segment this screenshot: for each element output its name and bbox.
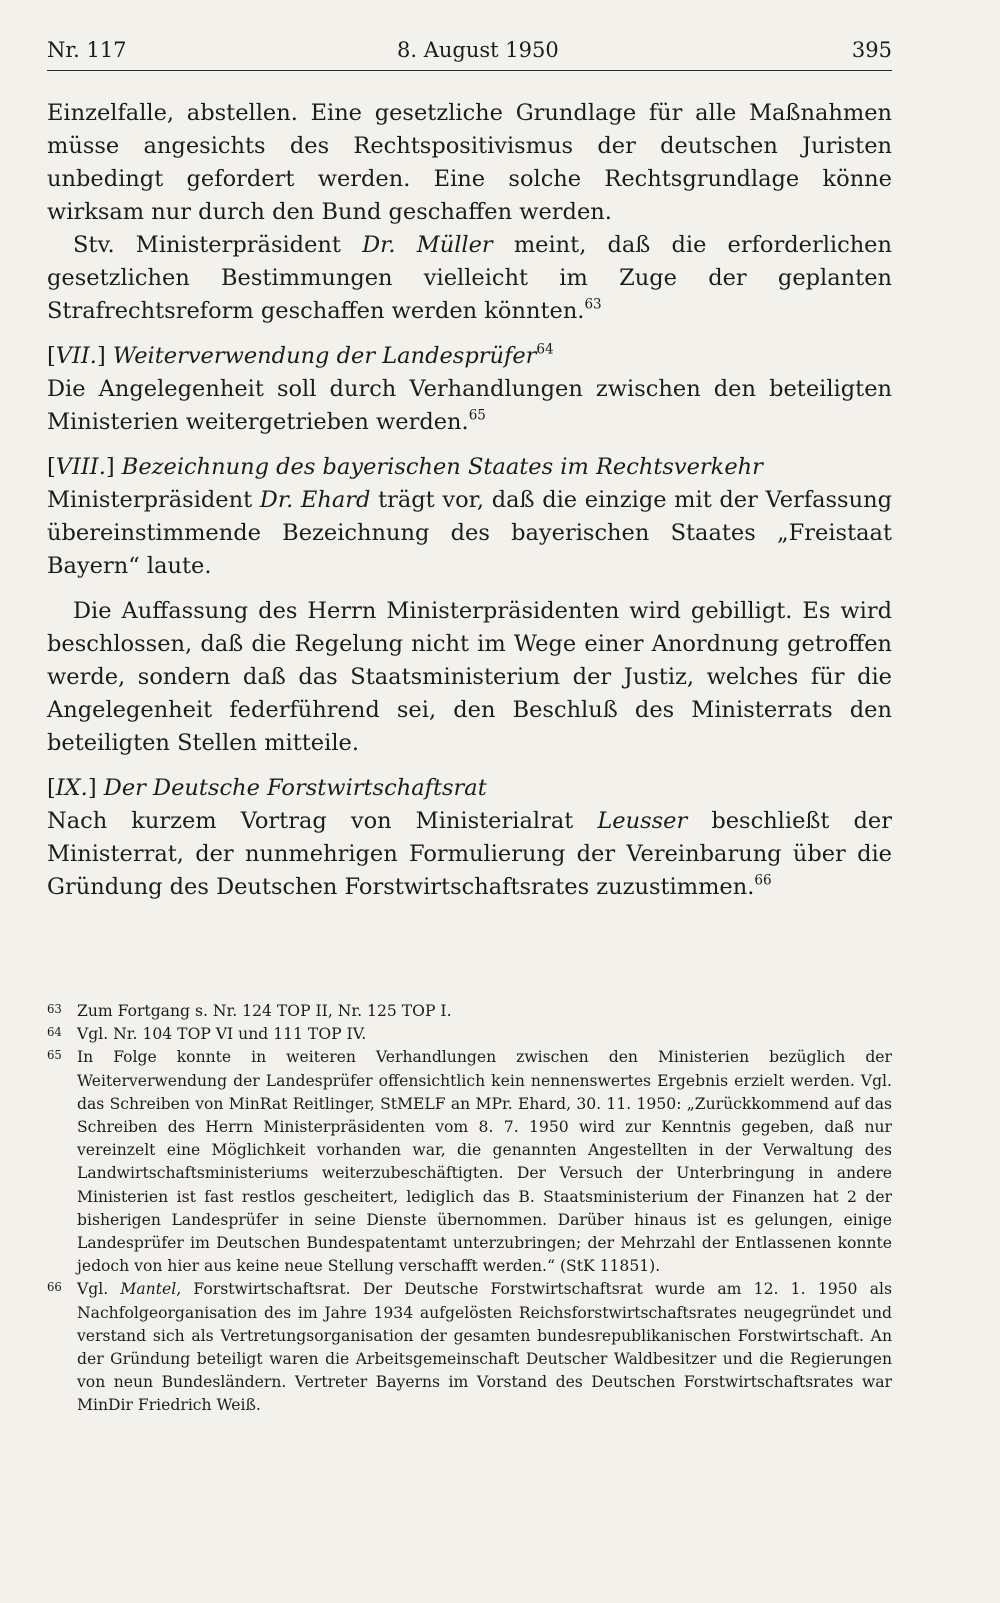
footnote-text: Vgl. Nr. 104 TOP VI und 111 TOP IV. xyxy=(77,1025,367,1044)
paragraph: Einzelfalle, abstellen. Eine gesetzliche Grundlage für alle Maßnahmen müsse angesichts des Rechtspositivismus der deutschen Juristen unbedingt gefordert werden. Eine solche Rechtsgrundlage könne wirksam nur durch den Bund geschaffen werden. xyxy=(47,100,892,225)
footnote-number: 65 xyxy=(47,1048,62,1063)
person-name: Dr. Müller xyxy=(362,232,493,258)
footnote-text: In Folge konnte in weiteren Verhandlungen zwischen den Ministerien bezüglich der Weiterverwendung der Landesprüfer offensichtlich kein nennenswertes Ergebnis erzielt werden. Vgl. das Schreiben von MinRat Reitlinger, StMELF an MPr. Ehard, 30. 11. 1950: „Zurückkommend auf das Schreiben des Herrn Ministerpräsidenten vom 8. 7. 1950 wird zur Kenntnis gegeben, daß nur vereinzelt eine Möglichkeit vorhanden war, die genannten Angestellten in der Verwaltung des Landwirtschaftsministeriums weiterzubeschäftigten. Der Versuch der Unterbringung in andere Ministerien ist fast restlos gescheitert, lediglich das B. Staatsministerium der Finanzen hat 2 der bisherigen Landesprüfer in seine Dienste übernommen. Darüber hinaus ist es gelungen, einige Landesprüfer im Deutschen Bundespatentamt unterzubringen; der Mehrzahl der Entlassenen konnte jedoch von hier aus keine neue Stellung verschafft werden.“ (StK 11851). xyxy=(77,1048,892,1276)
paragraph: Ministerpräsident Dr. Ehard trägt vor, daß die einzige mit der Verfassung übereinstimmende Bezeichnung des bayerischen Staates „Freistaat Bayern“ laute. xyxy=(47,487,892,579)
section-heading-vii: [VII.] Weiterverwendung der Landesprüfer$^{64}$ xyxy=(47,341,554,369)
document-date: 8. August 1950 xyxy=(397,38,559,62)
paragraph: Nach kurzem Vortrag von Ministerialrat Leusser beschließt der Ministerrat, der nunmehrigen Formulierung der Vereinbarung über die Gründung des Deutschen Forstwirtschaftsrates zuzustimmen.$^{66}$ xyxy=(47,808,892,900)
footnote xyxy=(47,1023,892,1046)
footnote-ref: 64 xyxy=(536,341,554,358)
main-text xyxy=(47,97,892,904)
paragraph: Stv. Ministerpräsident Dr. Müller meint, daß die erforderlichen gesetzlichen Bestimmungen vielleicht im Zuge der geplanten Strafrechtsreform geschaffen werden könnten.$^{63}$ xyxy=(47,232,892,324)
footnote xyxy=(47,1000,892,1023)
document-number: Nr. 117 xyxy=(47,38,127,62)
person-name: Dr. Ehard xyxy=(259,487,371,513)
footnote-ref: 63 xyxy=(584,296,602,313)
author-name: Mantel xyxy=(120,1280,177,1299)
paragraph: Die Auffassung des Herrn Ministerpräsidenten wird gebilligt. Es wird beschlossen, daß die Regelung nicht im Wege einer Anordnung getroffen werde, sondern daß das Staatsministerium der Justiz, welches für die Angelegenheit federführend sei, den Beschluß des Ministerrats den beteiligten Stellen mitteile. xyxy=(47,598,892,756)
section-heading-ix: [IX.] Der Deutsche Forstwirtschaftsrat xyxy=(47,775,487,801)
running-header xyxy=(47,36,892,71)
footnote-ref: 66 xyxy=(754,872,772,889)
footnote-text: Vgl. Mantel, Forstwirtschaftsrat. Der Deutsche Forstwirtschaftsrat wurde am 12. 1. 1950 als Nachfolgeorganisation des im Jahre 1934 aufgelösten Reichsforstwirtschaftsrates neugegründet und verstand sich als Vertretungsorganisation der gesamten bundesrepublikanischen Forstwirtschaft. An der Gründung beteiligt waren die Arbeitsgemeinschaft Deutscher Waldbesitzer und die Regierungen von neun Bundesländern. Vertreter Bayerns im Vorstand des Deutschen Forstwirtschaftsrates war MinDir Friedrich Weiß. xyxy=(77,1280,892,1415)
footnote-ref: 65 xyxy=(468,407,486,424)
footnote-number: 64 xyxy=(47,1025,62,1040)
footnote-number: 66 xyxy=(47,1280,62,1295)
footnote-number: 63 xyxy=(47,1002,62,1016)
page-number: 395 xyxy=(851,38,892,62)
footnote xyxy=(47,1046,892,1278)
footnote-text: Zum Fortgang s. Nr. 124 TOP II, Nr. 125 TOP I. xyxy=(77,1002,452,1020)
footnote xyxy=(47,1278,892,1417)
footnotes xyxy=(47,1000,892,1418)
person-name: Leusser xyxy=(597,808,688,834)
section-heading-viii: [VIII.] Bezeichnung des bayerischen Staates im Rechtsverkehr xyxy=(47,454,763,480)
paragraph: Die Angelegenheit soll durch Verhandlungen zwischen den beteiligten Ministerien weitergetrieben werden.$^{65}$ xyxy=(47,376,892,435)
